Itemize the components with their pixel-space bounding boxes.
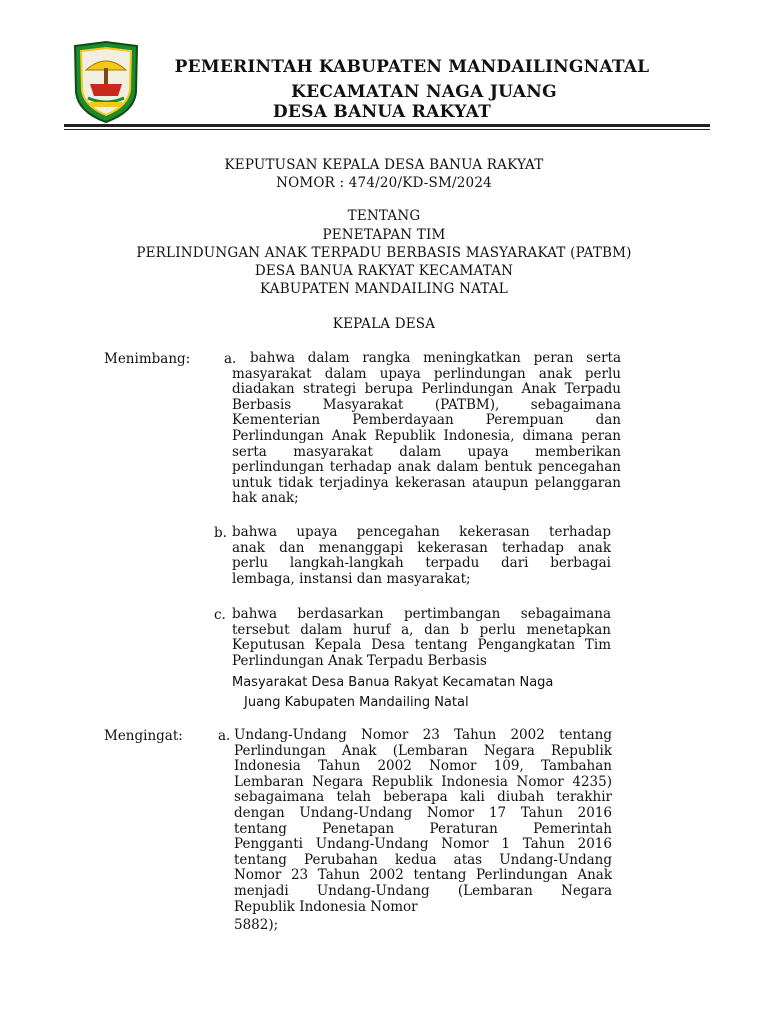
mengingat-item-a: [234, 728, 612, 934]
para-line: Lembaran Negara Republik Indonesia Nomor 4235): [234, 773, 612, 790]
para-line: dengan Undang-Undang Nomor 17 Tahun 2016: [234, 804, 612, 821]
para-line: Republik Indonesia Nomor: [234, 898, 418, 915]
para-line: serta masyarakat dalam upaya memberikan: [232, 443, 621, 460]
decree-number: NOMOR : 474/20/KD-SM/2024: [276, 175, 492, 191]
decree-subject-line: PENETAPAN TIM: [322, 227, 446, 243]
para-line: Perlindungan Anak Republik Indonesia, dimana peran: [232, 427, 621, 444]
para-line: hak anak;: [232, 490, 299, 507]
list-marker: c.: [214, 607, 226, 623]
para-line: Kementerian Pemberdayaan Perempuan dan: [232, 412, 621, 429]
menimbang-item-c: [232, 607, 611, 711]
para-line: anak dan menanggapi kekerasan terhadap anak: [232, 539, 611, 556]
para-line: perlindungan terhadap anak dalam bentuk pencegahan: [232, 459, 621, 476]
para-line: Juang Kabupaten Mandailing Natal: [244, 694, 469, 710]
letterhead-thick-rule: [64, 124, 710, 127]
para-line: 5882);: [234, 917, 279, 934]
letterhead-regency: PEMERINTAH KABUPATEN MANDAILINGNATAL: [174, 57, 650, 77]
decree-subject-line: DESA BANUA RAKYAT KECAMATAN: [254, 263, 514, 279]
decree-about: TENTANG: [347, 208, 421, 224]
para-line: menjadi Undang-Undang (Lembaran Negara: [234, 882, 612, 899]
para-line: tentang Perubahan kedua atas Undang-Undang: [234, 851, 612, 868]
list-marker: a.: [224, 351, 237, 367]
para-line: masyarakat dalam upaya perlindungan anak perlu: [232, 365, 621, 382]
letterhead-thin-rule: [64, 129, 710, 130]
para-line: Perlindungan Anak (Lembaran Negara Republik: [234, 742, 612, 759]
para-line: lembaga, instansi dan masyarakat;: [232, 570, 471, 587]
menimbang-item-b: [232, 525, 611, 587]
decree-title: KEPUTUSAN KEPALA DESA BANUA RAKYAT: [224, 157, 544, 173]
mengingat-label: Mengingat:: [104, 728, 183, 744]
para-line: Berbasis Masyarakat (PATBM), sebagaimana: [232, 396, 621, 413]
decree-subject-line: PERLINDUNGAN ANAK TERPADU BERBASIS MASYARAKAT (PATBM): [136, 245, 632, 261]
para-line: Masyarakat Desa Banua Rakyat Kecamatan Naga: [232, 675, 554, 691]
para-line: Perlindungan Anak Terpadu Berbasis: [232, 652, 487, 669]
para-line: untuk tidak terjadinya kekerasan ataupun pelanggaran: [232, 474, 621, 491]
list-marker: a.: [218, 728, 231, 744]
para-line: Undang-Undang Nomor 23 Tahun 2002 tentang: [234, 727, 612, 743]
para-line: sebagaimana telah beberapa kali diubah terakhir: [234, 789, 612, 806]
para-line: bahwa berdasarkan pertimbangan sebagaimana: [232, 606, 611, 622]
menimbang-item-a: [232, 351, 621, 507]
decree-authority: KEPALA DESA: [332, 316, 436, 332]
para-line: Indonesia Tahun 2002 Nomor 109, Tambahan: [234, 758, 612, 775]
para-line: tentang Penetapan Peraturan Pemerintah: [234, 820, 612, 837]
decree-subject-line: KABUPATEN MANDAILING NATAL: [260, 281, 508, 297]
list-marker: b.: [214, 525, 227, 541]
letterhead-village: DESA BANUA RAKYAT: [272, 102, 492, 122]
para-line: bahwa dalam rangka meningkatkan peran serta: [250, 350, 621, 366]
para-line: perlu langkah-langkah terpadu dari berbagai: [232, 555, 611, 572]
para-line: Nomor 23 Tahun 2002 tentang Perlindungan Anak: [234, 867, 612, 884]
para-line: diadakan strategi berupa Perlindungan Anak Terpadu: [232, 381, 621, 398]
para-line: Keputusan Kepala Desa tentang Pengangkatan Tim: [232, 637, 611, 654]
menimbang-label: Menimbang:: [104, 351, 191, 367]
para-line: bahwa upaya pencegahan kekerasan terhadap: [232, 524, 611, 540]
letterhead-district: KECAMATAN NAGA JUANG: [291, 82, 557, 102]
para-line: tersebut dalam huruf a, dan b perlu menetapkan: [232, 621, 611, 638]
para-line: Pengganti Undang-Undang Nomor 1 Tahun 2016: [234, 836, 612, 853]
